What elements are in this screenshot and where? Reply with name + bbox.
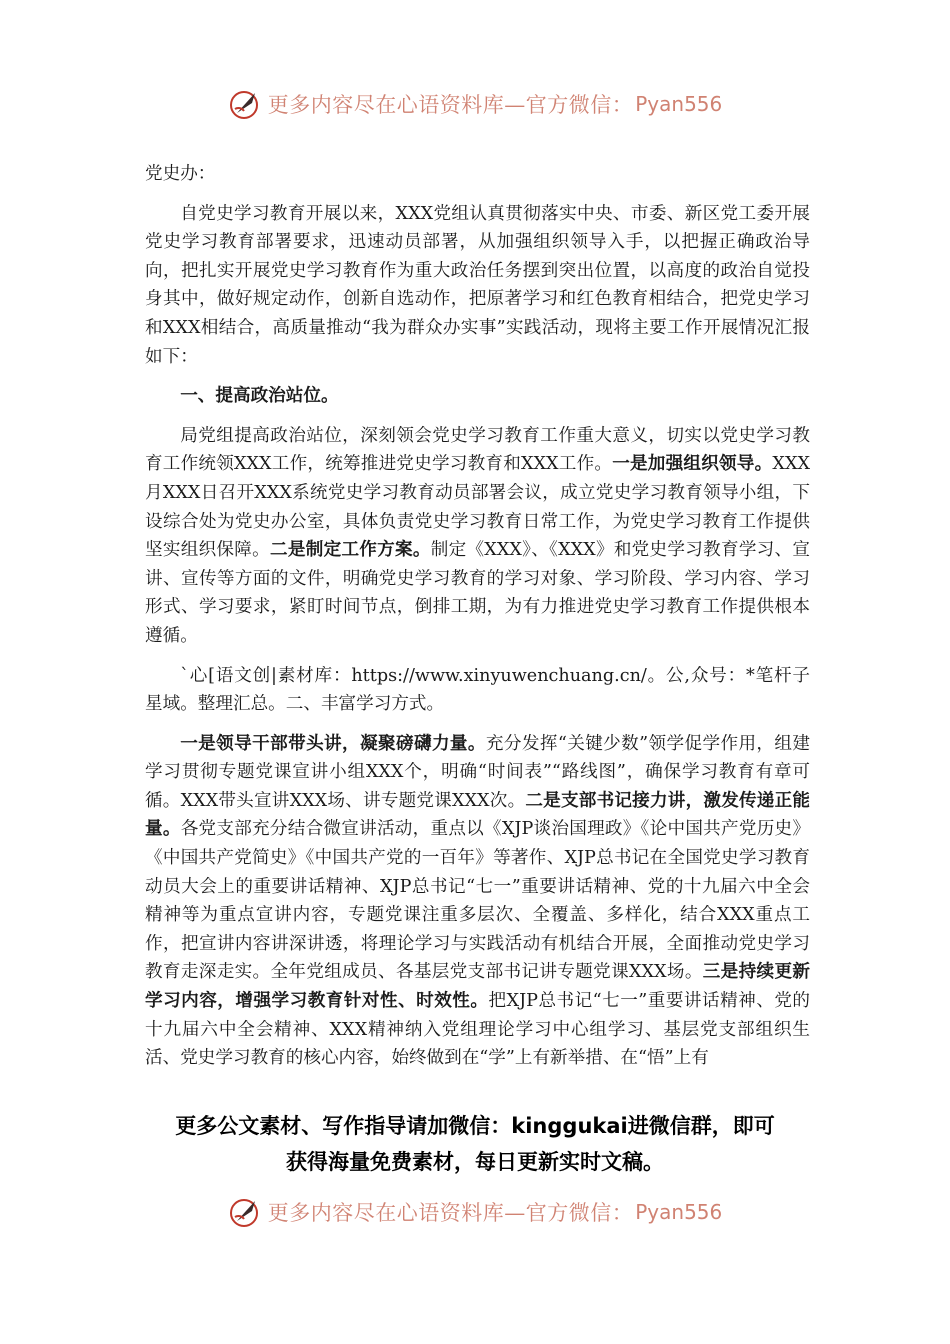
s2-text-b: 各党支部充分结合微宣讲活动，重点以《XJP谈治国理政》《论中国共产党历史》《中国共产党简史》《中国共产党的一百年》等著作、XJP总书记在全国党史学习教育动员大会上的重要讲话精神、XJP总书记“七一”重要讲话精神、党的十九届六中全会精神等为重点宣讲内容，专题党课注重多层次、全覆盖、多样化，结合XXX重点工作，把宣讲内容讲深讲透，将理论学习与实践活动有机结合开展，全面推动党史学习教育走深走实。全年党组成员、各基层党支部书记讲专题党课XXX场。: [145, 819, 810, 983]
intro-paragraph: 自党史学习教育开展以来，XXX党组认真贯彻落实中央、市委、新区党工委开展党史学习教育部署要求，迅速动员部署，从加强组织领导入手，以把握正确政治导向，把扎实开展党史学习教育作为重大政治任务摆到突出位置，以高度的政治自觉投身其中，做好规定动作，创新自选动作，把原著学习和红色教育相结合，把党史学习和XXX相结合，高质量推动“我为群众办实事”实践活动，现将主要工作开展情况汇报如下：: [145, 203, 810, 367]
s2-bold-b: 二是支部书记接力讲，激发传递正能量。: [145, 789, 810, 840]
watermark-paragraph: `心[语文创|素材库：https://www.xinyuwenchuang.cn/。公,众号：*笔杆子星域。整理汇总。二、丰富学习方式。: [145, 665, 810, 715]
promo-block: [0, 1108, 950, 1180]
header-banner: [0, 84, 950, 124]
s1-bold-a: 一是加强组织领导。: [612, 453, 773, 475]
document-body: [145, 160, 810, 1073]
quill-logo-icon: [228, 87, 262, 121]
section2-paragraph: [145, 730, 810, 1073]
s1-bold-b: 二是制定工作方案。: [270, 539, 431, 561]
promo-line-2: 获得海量免费素材，每日更新实时文稿。: [286, 1150, 664, 1174]
footer-banner: [0, 1192, 950, 1232]
section1-heading: 一、提高政治站位。: [180, 385, 339, 407]
banner-wechat-id: Pyan556: [635, 1200, 723, 1224]
section1-paragraph: [145, 422, 810, 651]
s2-text-c: 把XJP总书记“七一”重要讲话精神、党的十九届六中全会精神、XXX精神纳入党组理论学习中心组学习、基层党支部组织生活、党史学习教育的核心内容，始终做到在“学”上有新举措、在“悟”上有: [145, 991, 810, 1069]
s1-text-a: 局党组提高政治站位，深刻领会党史学习教育工作重大意义，切实以党史学习教育工作统领XXX工作，统筹推进党史学习教育和XXX工作。: [145, 425, 810, 475]
s2-bold-a: 一是领导干部带头讲，凝聚磅礴力量。: [180, 732, 486, 754]
salutation: 党史办：: [145, 164, 216, 184]
banner-text: 更多内容尽在心语资料库—官方微信：: [267, 1201, 634, 1225]
s1-text-c: 制定《XXX》、《XXX》和党史学习教育学习、宣讲、宣传等方面的文件，明确党史学习教育的学习对象、学习阶段、学习内容、学习形式、学习要求，紧盯时间节点，倒排工期，为有力推进党史学习教育工作提供根本遵循。: [145, 540, 810, 646]
quill-logo-icon: [228, 1195, 262, 1229]
promo-line-1: 更多公文素材、写作指导请加微信：kinggukai进微信群，即可: [175, 1114, 775, 1138]
banner-text: 更多内容尽在心语资料库—官方微信：: [267, 93, 634, 117]
s2-text-a: 充分发挥“关键少数”领学促学作用，组建学习贯彻专题党课宣讲小组XXX个，明确“时间表”“路线图”，确保学习教育有章可循。XXX带头宣讲XXX场、讲专题党课XXX次。: [145, 733, 810, 811]
banner-wechat-id: Pyan556: [635, 92, 723, 116]
s1-text-b: XXX月XXX日召开XXX系统党史学习教育动员部署会议，成立党史学习教育领导小组，下设综合处为党史办公室，具体负责党史学习教育日常工作，为党史学习教育工作提供坚实组织保障。: [145, 454, 810, 561]
s2-bold-c: 三是持续更新学习内容，增强学习教育针对性、时效性。: [145, 961, 810, 1012]
